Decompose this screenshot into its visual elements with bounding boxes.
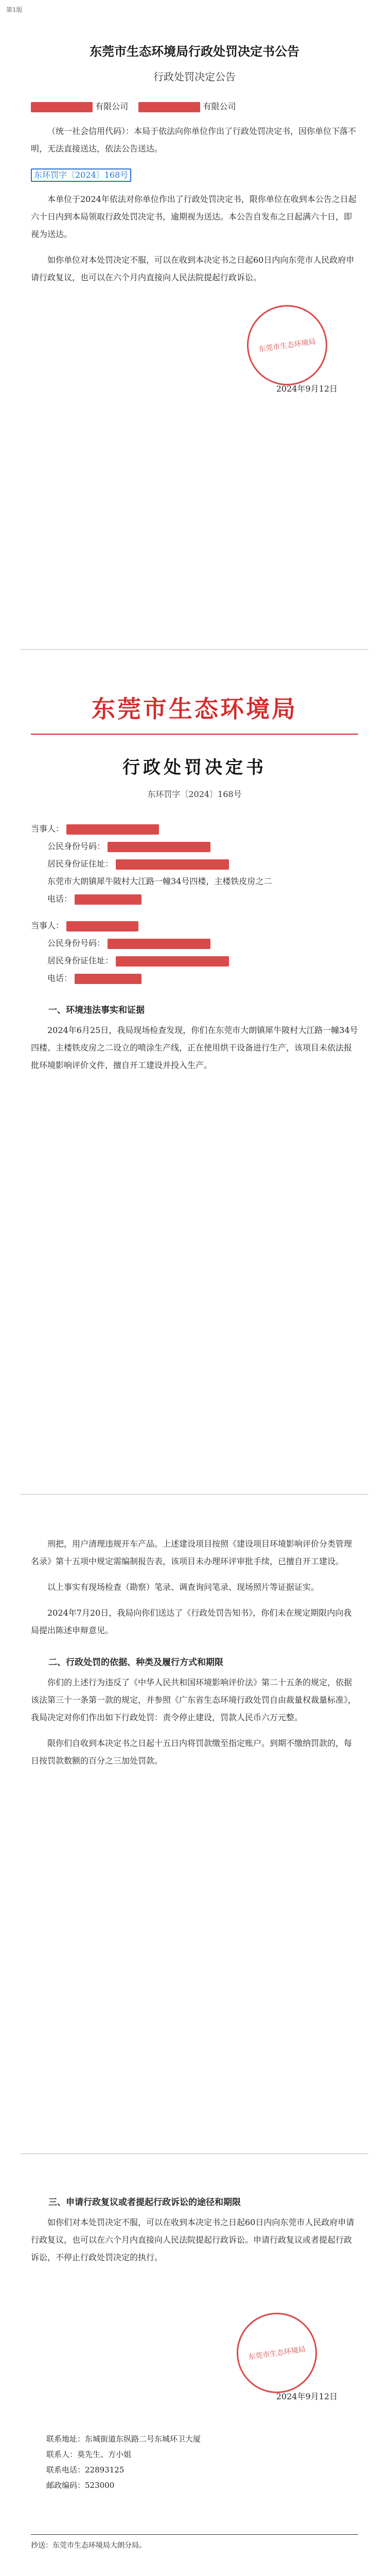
- notice-sign-block: [31, 295, 358, 408]
- redacted-party: [66, 921, 138, 931]
- party-label: 当事人：: [31, 824, 64, 834]
- party-row-2: [31, 917, 358, 935]
- page-divider: [21, 1494, 368, 1495]
- red-header-line: [31, 734, 358, 735]
- notice-title: 东莞市生态环境局行政处罚决定书公告: [90, 44, 299, 59]
- business-address-row: [31, 873, 358, 890]
- seal-text: 东莞市生态环境局: [258, 337, 316, 354]
- redacted-phone: [75, 894, 142, 905]
- redacted-id: [108, 939, 210, 949]
- notice-para-1: （统一社会信用代码）：本局于依法向你单位作出了行政处罚决定书，因你单位下落不明，无法直接送达，依法公告送达。: [31, 126, 357, 154]
- id-label-2: 公民身份号码：: [47, 938, 105, 948]
- decision-title: 行政处罚决定书: [122, 757, 267, 778]
- decision-doc-no: 东环罚字〔2024〕168号: [147, 789, 242, 799]
- address-label-2: 居民身份证住址：: [47, 956, 114, 965]
- address-row-1: [31, 855, 358, 873]
- section-1-title: 一、环境违法事实和证据: [48, 1005, 145, 1015]
- contact-block: [31, 2431, 358, 2493]
- postcode: 邮政编码：523000: [46, 2481, 115, 2490]
- phone-row-1: [31, 890, 358, 908]
- redacted-name: [31, 102, 93, 112]
- redacted-party: [66, 824, 159, 835]
- official-seal: [232, 2308, 322, 2398]
- notice-addressee-a: 有限公司: [95, 101, 129, 111]
- party-row: [31, 820, 358, 838]
- decision-page-1: [0, 659, 389, 1484]
- contact-phone: 联系电话：22893125: [46, 2465, 125, 2475]
- id-label: 公民身份号码：: [47, 841, 105, 851]
- contact-person: 联系人：莫先生、方小姐: [46, 2450, 132, 2459]
- page-divider: [21, 649, 368, 650]
- cc-note: 抄送：东莞市生态环境局大朗分局。: [31, 2541, 146, 2550]
- section-3-body: 如你们对本处罚决定不服，可以在收到本决定书之日起60日内向东莞市人民政府申请行政复议，也可以在六个月内直接向人民法院提起行政诉讼。申请行政复议或者提起行政诉讼，不停止行政处罚决定的执行。: [31, 2217, 355, 2262]
- redacted-phone: [75, 974, 142, 984]
- case-number-highlight: 东环罚字〔2024〕168号: [31, 168, 131, 182]
- section-1-evidence: 以上事实有现场检查（勘察）笔录、调查询问笔录、现场照片等证据证实。: [47, 1582, 320, 1592]
- section-2-payment: 限你们自收到本决定书之日起十五日内将罚款缴至指定账户。到期不缴纳罚款的，每日按罚款数额的百分之三加处罚款。: [31, 1738, 352, 1766]
- notice-date: 2024年9月12日: [276, 384, 338, 394]
- decision-page-3: [0, 2164, 389, 2576]
- decision-page-2: [0, 1504, 389, 2143]
- decision-sign-block: [31, 2308, 358, 2431]
- notice-addressee-b: 有限公司: [203, 101, 236, 111]
- id-row-2: [31, 935, 358, 952]
- section-1-notice: 2024年7月20日，我局向你们送达了《行政处罚告知书》，你们未在规定期限内向我局提出陈述申辩意见。: [31, 1608, 352, 1635]
- phone-label-2: 电话：: [47, 973, 73, 983]
- redacted-address: [116, 859, 229, 870]
- seal-text: 东莞市生态环境局: [247, 2345, 306, 2362]
- section-3-title: 三、申请行政复议或者提起行政诉讼的途径和期限: [48, 2197, 241, 2208]
- redacted-name: [138, 102, 200, 112]
- phone-row-2: [31, 970, 358, 987]
- party-label-2: 当事人：: [31, 921, 64, 930]
- notice-page: [0, 0, 389, 639]
- decision-date: 2024年9月12日: [276, 2392, 338, 2401]
- contact-address: 联系地址：东城街道东纵路二号东城环卫大厦: [46, 2434, 201, 2444]
- phone-label: 电话：: [47, 894, 73, 904]
- section-1-body: 2024年6月25日，我局现场检查发现，你们在东莞市大朗镇犀牛陂村大江路一幢34号四楼、主楼铁皮房之二设立的喷涂生产线，正在使用烘干设备进行生产，该项目未依法报批环境影响评价文件，擅自开工建设并投入生产。: [31, 1025, 358, 1070]
- address-row-2: [31, 952, 358, 970]
- section-2-body: 你们的上述行为违反了《中华人民共和国环境影响评价法》第二十五条的规定，依据该法第三十一条第一款的规定，并参照《广东省生态环境行政处罚自由裁量权裁量标准》，我局决定对你们作出如下行政处罚：责令停止建设，罚款人民币六万元整。: [31, 1677, 357, 1722]
- bureau-red-title: 东莞市生态环境局: [92, 695, 297, 723]
- section-1-body-2: 刑把，用户清理违规开车产品。上述建设项目按照《建设项目环境影响评价分类管理名录》第十五项中规定需编制报告表，该项目未办理环评审批手续，已擅自开工建设。: [31, 1539, 352, 1566]
- notice-subtitle: 行政处罚决定公告: [153, 71, 236, 83]
- section-2-title: 二、行政处罚的依据、种类及履行方式和期限: [48, 1657, 223, 1668]
- notice-para-2: 本单位于2024年依法对你单位作出了行政处罚决定书，限你单位在收到本公告之日起六十日内到本局领取行政处罚决定书，逾期视为送达。本公告自发布之日起满六十日，即视为送达。: [31, 194, 357, 239]
- notice-para-3: 如你单位对本处罚决定不服，可以在收到本决定书之日起60日内向东莞市人民政府申请行政复议，也可以在六个月内直接向人民法院提起行政诉讼。: [31, 255, 355, 282]
- redacted-address: [116, 956, 229, 967]
- notice-case-row: [31, 166, 358, 183]
- business-address: 东莞市大朗镇犀牛陂村大江路一幢34号四楼，主楼铁皮房之二: [47, 876, 272, 886]
- id-row-1: [31, 838, 358, 855]
- notice-addressee: [31, 98, 358, 115]
- redacted-id: [108, 842, 210, 852]
- address-label: 居民身份证住址：: [47, 859, 114, 869]
- page-number: 第1版: [6, 6, 23, 13]
- official-seal: [242, 300, 332, 391]
